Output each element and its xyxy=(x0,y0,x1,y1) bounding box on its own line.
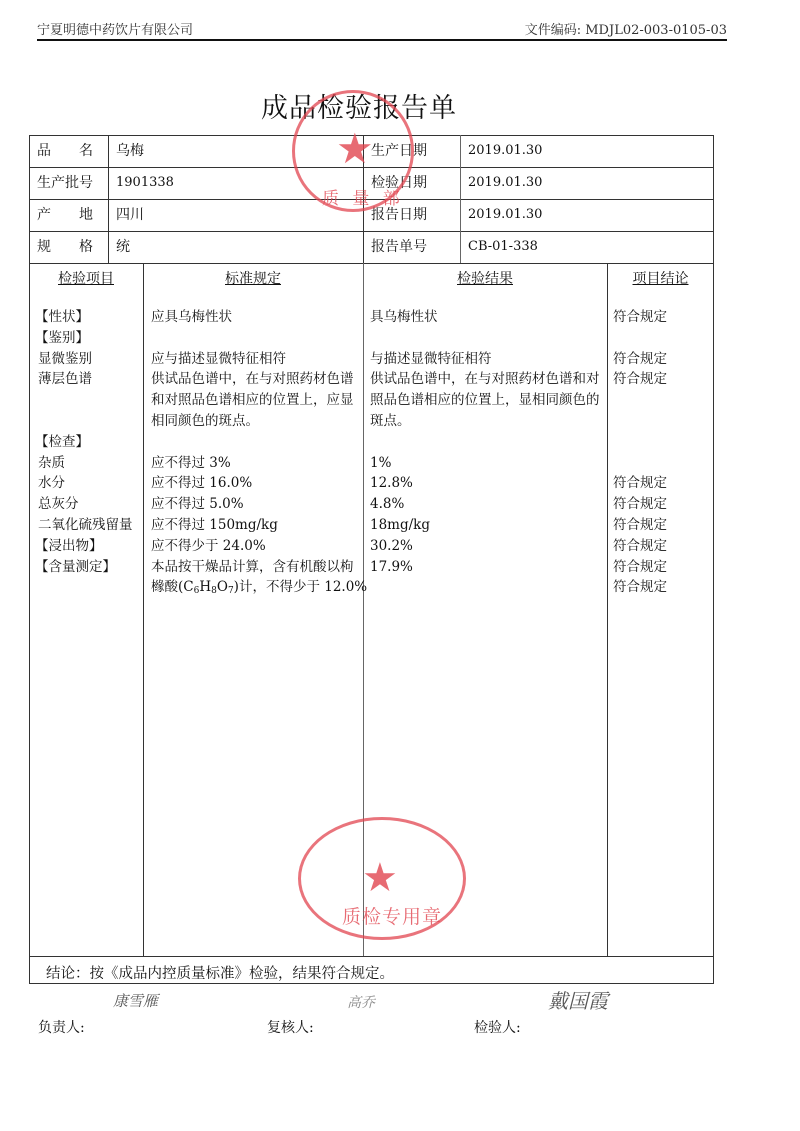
result-so2-residue: 18mg/kg xyxy=(370,516,430,533)
standard-so2-residue: 应不得过 150mg/kg xyxy=(151,516,278,533)
value-report-date: 2019.01.30 xyxy=(468,207,543,222)
value-report-number: CB-01-338 xyxy=(468,239,538,254)
label-product-name: 品 名 xyxy=(37,143,93,159)
conclusion-appearance: 符合规定 xyxy=(613,309,667,325)
label-origin: 产 地 xyxy=(37,207,93,223)
item-identification: 【鉴别】 xyxy=(35,329,89,346)
value-product-name: 乌梅 xyxy=(116,143,144,159)
stamp-seal-text: 质检专用章 xyxy=(342,906,443,928)
item-checks: 【检查】 xyxy=(35,433,89,450)
value-spec: 统 xyxy=(116,239,130,255)
label-production-date: 生产日期 xyxy=(371,143,427,159)
value-origin: 四川 xyxy=(116,207,144,223)
item-extract: 【浸出物】 xyxy=(35,537,103,554)
standard-moisture: 应不得过 16.0% xyxy=(151,475,253,492)
item-tlc: 薄层色谱 xyxy=(38,371,92,388)
conclusion-assay: 符合规定 xyxy=(613,579,667,596)
final-conclusion: 结论：按《成品内控质量标准》检验，结果符合规定。 xyxy=(46,966,394,982)
result-microscopic: 与描述显微特征相符 xyxy=(370,350,492,367)
result-assay: 17.9% xyxy=(370,558,413,575)
label-inspection-date: 检验日期 xyxy=(371,175,427,191)
standard-microscopic: 应与描述显微特征相符 xyxy=(151,350,286,367)
label-batch-number: 生产批号 xyxy=(37,175,93,191)
item-assay: 【含量测定】 xyxy=(35,558,116,575)
conclusion-impurity: 符合规定 xyxy=(613,475,667,492)
conclusion-moisture: 符合规定 xyxy=(613,496,667,513)
label-report-number: 报告单号 xyxy=(371,239,427,255)
table-row xyxy=(35,307,133,577)
conclusion-column xyxy=(613,307,667,598)
result-extract: 30.2% xyxy=(370,537,413,554)
conclusion-total-ash: 符合规定 xyxy=(613,516,667,533)
result-appearance: 具乌梅性状 xyxy=(370,309,438,325)
column-header-standard: 标准规定 xyxy=(225,271,281,287)
conclusion-extract: 符合规定 xyxy=(613,558,667,575)
column-header-result: 检验结果 xyxy=(457,271,513,287)
item-appearance: 【性状】 xyxy=(35,309,89,325)
column-header-conclusion: 项目结论 xyxy=(632,271,689,287)
conclusion-so2-residue: 符合规定 xyxy=(613,537,667,554)
label-report-date: 报告日期 xyxy=(371,207,427,223)
item-microscopic: 显微鉴别 xyxy=(38,350,92,367)
standard-assay-line2: 橼酸$(C_6H_8O_7)$计，不得少于 12.0% xyxy=(151,579,368,597)
standard-extract: 应不得少于 24.0% xyxy=(151,537,266,554)
item-impurity: 杂质 xyxy=(38,454,65,471)
result-total-ash: 4.8% xyxy=(370,496,405,513)
page-title: 成品检验报告单 xyxy=(261,93,457,124)
result-impurity: 1% xyxy=(370,454,392,471)
label-spec: 规 格 xyxy=(37,239,93,255)
signature-responsible: 康雪雁 xyxy=(113,992,159,1010)
stamp-star-icon: ★ xyxy=(362,855,398,901)
responsible-label: 负责人: xyxy=(38,1020,85,1036)
standard-tlc: 供试品色谱中，在与对照药材色谱和对照品色谱相应的位置上，应显相同颜色的斑点。 xyxy=(151,371,354,429)
standard-total-ash: 应不得过 5.0% xyxy=(151,496,244,513)
inspector-label: 检验人: xyxy=(474,1020,521,1036)
standard-impurity: 应不得过 3% xyxy=(151,454,231,471)
reviewer-label: 复核人: xyxy=(267,1020,314,1036)
item-so2-residue: 二氧化硫残留量 xyxy=(38,516,133,533)
value-inspection-date: 2019.01.30 xyxy=(468,175,543,190)
column-header-item: 检验项目 xyxy=(58,271,114,287)
stamp-star-icon: ★ xyxy=(336,124,374,173)
value-production-date: 2019.01.30 xyxy=(468,143,543,158)
conclusion-tlc: 符合规定 xyxy=(613,371,667,388)
signature-reviewer: 高乔 xyxy=(347,995,375,1011)
result-column xyxy=(370,307,602,577)
standard-assay-line1: 本品按干燥品计算，含有机酸以枸 xyxy=(151,558,354,575)
signature-inspector: 戴国霞 xyxy=(548,989,608,1013)
item-total-ash: 总灰分 xyxy=(38,496,79,513)
company-name: 宁夏明德中药饮片有限公司 xyxy=(37,23,194,38)
result-moisture: 12.8% xyxy=(370,475,413,492)
page-header xyxy=(37,0,727,41)
stamp-dept-text: 质 量 部 xyxy=(322,189,404,209)
standard-appearance: 应具乌梅性状 xyxy=(151,309,232,325)
conclusion-microscopic: 符合规定 xyxy=(613,350,667,367)
value-batch-number: 1901338 xyxy=(116,175,174,190)
item-moisture: 水分 xyxy=(38,475,65,492)
standard-column xyxy=(151,307,368,602)
result-tlc: 供试品色谱中，在与对照药材色谱和对照品色谱相应的位置上，显相同颜色的斑点。 xyxy=(370,371,600,429)
doc-number: 文件编码: MDJL02-003-0105-03 xyxy=(524,23,727,38)
